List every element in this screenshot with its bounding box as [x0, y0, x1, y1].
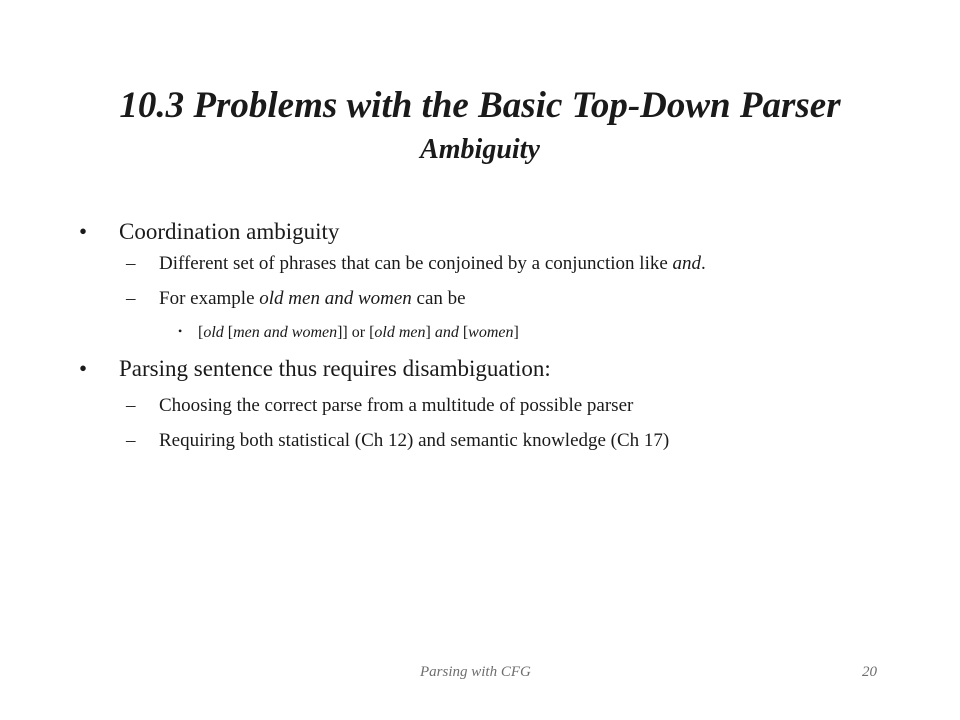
dash-icon: – [126, 288, 136, 309]
small-bullet-icon: • [178, 324, 183, 338]
bracket-italic: men and women [233, 324, 338, 341]
subitem-text: Choosing the correct parse from a multitude of possible parser [159, 395, 634, 416]
subitem-different-set [126, 252, 706, 276]
bracket-text: ] [425, 324, 435, 341]
bullet-text: Coordination ambiguity [119, 219, 340, 244]
bracket-italic: old [203, 324, 224, 341]
bracket-text: ] [513, 324, 519, 341]
bracket-italic: women [468, 324, 514, 341]
footer-title: Parsing with CFG [420, 664, 531, 680]
bullet-coordination-ambiguity [79, 218, 339, 246]
bullet-text: Parsing sentence thus requires disambiguation: [119, 356, 551, 381]
subitem-text: For example [159, 288, 260, 309]
slide-subtitle: Ambiguity [420, 134, 540, 165]
bullet-icon: • [79, 219, 88, 244]
bracket-text: [ [198, 324, 204, 341]
dash-icon: – [126, 253, 136, 274]
bracket-text: [ [223, 324, 234, 341]
subitem-text: Different set of phrases that can be conjoined by a conjunction like [159, 253, 673, 274]
page-number: 20 [862, 664, 877, 680]
bracket-text: ]] or [ [337, 324, 375, 341]
subitem-tail: . [701, 253, 706, 274]
bracket-italic: and [434, 324, 459, 341]
bullet-parsing-sentence [79, 355, 551, 383]
dash-icon: – [126, 395, 136, 416]
bullet-icon: • [79, 356, 88, 381]
subitem-tail: can be [411, 288, 466, 309]
bracket-italic: old men [374, 324, 426, 341]
subitem-for-example [126, 287, 466, 311]
bracket-text: [ [458, 324, 469, 341]
slide-title: 10.3 Problems with the Basic Top-Down Parser [119, 85, 841, 126]
subitem-choosing [126, 394, 633, 418]
subitem-requiring [126, 429, 669, 453]
subitem-italic: old men and women [259, 288, 412, 309]
subitem-text: Requiring both statistical (Ch 12) and semantic knowledge (Ch 17) [159, 430, 670, 451]
subsubitem-bracketing [178, 321, 519, 343]
subitem-italic: and [672, 253, 702, 274]
dash-icon: – [126, 430, 136, 451]
